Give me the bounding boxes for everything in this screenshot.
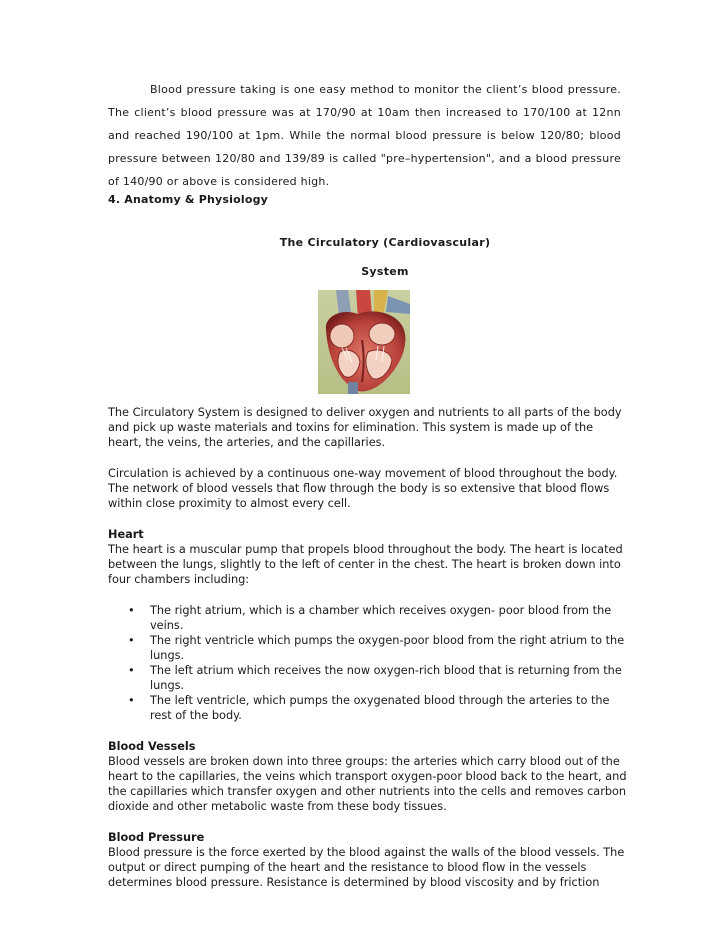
bullet: •	[128, 694, 135, 707]
chamber-text: The right ventricle which pumps the oxygen-poor blood from the right atrium to the lungs.	[150, 634, 625, 662]
figure-title-line2: System	[361, 265, 409, 278]
heart-cross-section-illustration	[318, 290, 410, 394]
chamber-text: The left atrium which receives the now oxygen-rich blood that is returning from the lungs.	[150, 664, 622, 692]
body-text	[108, 405, 628, 906]
chamber-text: The left ventricle, which pumps the oxygenated blood through the arteries to the rest of the body.	[150, 694, 610, 722]
list-item	[108, 693, 628, 723]
heart-section	[108, 527, 628, 587]
list-item	[108, 603, 628, 633]
bullet: •	[128, 604, 135, 617]
blood-pressure-heading: Blood Pressure	[108, 831, 205, 844]
blood-vessels-section	[108, 739, 628, 814]
list-item	[108, 633, 628, 663]
blood-vessels-heading: Blood Vessels	[108, 740, 196, 753]
intro-paragraph-text: Blood pressure taking is one easy method to monitor the client’s blood pressure. The client’s blood pressure was at 170/90 at 10am then increased to 170/100 at 12nn and reached 190/100 at 1pm. While the normal blood pressure is below 120/80; blood pressure between 120/80 and 139/89 is called "pre–hypertension", and a blood pressure of 140/90 or above is considered high.	[108, 83, 621, 188]
figure-title-line1: The Circulatory (Cardiovascular)	[279, 236, 491, 249]
blood-pressure-section	[108, 830, 628, 890]
chambers-list	[108, 603, 628, 723]
heart-text: The heart is a muscular pump that propels blood throughout the body. The heart is located between the lungs, slightly to the left of center in the chest. The heart is broken down into four chambers including:	[108, 543, 623, 586]
heart-heading: Heart	[108, 528, 144, 541]
circulation-paragraph: Circulation is achieved by a continuous one-way movement of blood throughout the body. The network of blood vessels that flow through the body is so extensive that blood flows within close proximity to almost every cell.	[108, 467, 618, 510]
circulatory-system-paragraph: The Circulatory System is designed to deliver oxygen and nutrients to all parts of the body and pick up waste materials and toxins for elimination. This system is made up of the heart, the veins, the arteries, and the capillaries.	[108, 406, 622, 449]
chamber-text: The right atrium, which is a chamber which receives oxygen- poor blood from the veins.	[150, 604, 612, 632]
section-heading: 4. Anatomy & Physiology	[108, 193, 269, 206]
intro-paragraph	[108, 78, 621, 193]
bullet: •	[128, 664, 135, 677]
bullet: •	[128, 634, 135, 647]
list-item	[108, 663, 628, 693]
blood-pressure-text: Blood pressure is the force exerted by the blood against the walls of the blood vessels. The output or direct pumping of the heart and the resistance to blood flow in the vessels determines blood pressure. Resistance is determined by blood viscosity and by friction	[108, 846, 625, 889]
blood-vessels-text: Blood vessels are broken down into three groups: the arteries which carry blood out of the heart to the capillaries, the veins which transport oxygen-poor blood back to the heart, and the capillaries which transfer oxygen and other nutrients into the cells and removes carbon dioxide and other metabolic waste from these body tissues.	[108, 755, 627, 813]
